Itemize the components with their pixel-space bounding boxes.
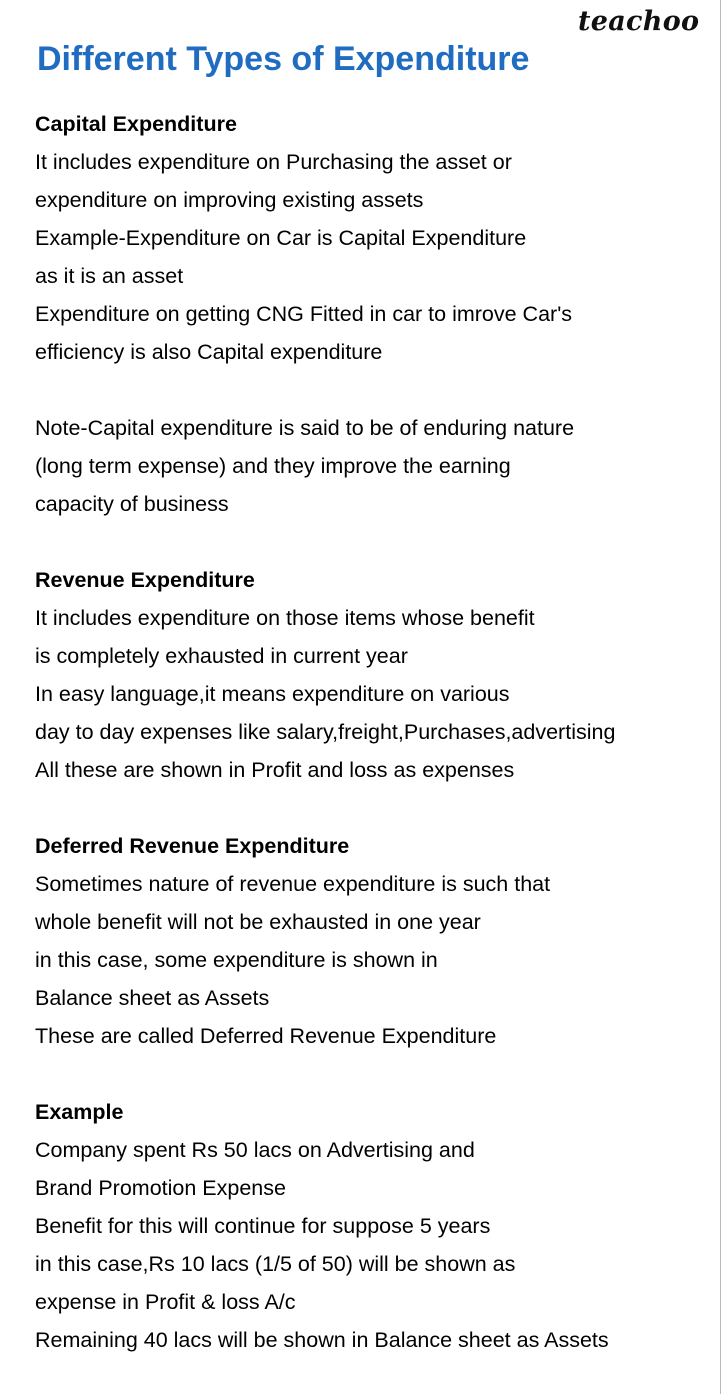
text-line: It includes expenditure on Purchasing the asset or [35, 150, 512, 174]
text-line: expense in Profit & loss A/c [35, 1290, 296, 1314]
text-line: as it is an asset [35, 264, 184, 288]
section-example [35, 1093, 711, 1359]
teachoo-logo: teachoo [578, 6, 700, 37]
text-line: Sometimes nature of revenue expenditure is such that [35, 872, 551, 896]
text-line: Example-Expenditure on Car is Capital Expenditure [35, 226, 527, 250]
text-line: Note-Capital expenditure is said to be of enduring nature [35, 416, 575, 440]
text-line: In easy language,it means expenditure on various [35, 682, 510, 706]
text-line: is completely exhausted in current year [35, 644, 408, 668]
text-line: in this case, some expenditure is shown in [35, 948, 438, 972]
section-capital-expenditure [35, 105, 711, 371]
section-heading: Example [35, 1100, 124, 1124]
text-line: Expenditure on getting CNG Fitted in car to imrove Car's [35, 302, 573, 326]
section-heading: Deferred Revenue Expenditure [35, 834, 350, 858]
text-line: day to day expenses like salary,freight,Purchases,advertising [35, 720, 616, 744]
text-line: capacity of business [35, 492, 229, 516]
text-line: It includes expenditure on those items whose benefit [35, 606, 535, 630]
text-line: These are called Deferred Revenue Expenditure [35, 1024, 497, 1048]
text-line: Brand Promotion Expense [35, 1176, 286, 1200]
text-line: efficiency is also Capital expenditure [35, 340, 383, 364]
text-line: whole benefit will not be exhausted in one year [35, 910, 481, 934]
text-line: Company spent Rs 50 lacs on Advertising and [35, 1138, 475, 1162]
text-line: in this case,Rs 10 lacs (1/5 of 50) will be shown as [35, 1252, 516, 1276]
page-title: Different Types of Expenditure [37, 40, 530, 78]
document-body [35, 105, 711, 1397]
section-capital-note [35, 409, 711, 523]
text-line: Balance sheet as Assets [35, 986, 270, 1010]
text-line: All these are shown in Profit and loss as expenses [35, 758, 515, 782]
text-line: Benefit for this will continue for suppose 5 years [35, 1214, 491, 1238]
section-deferred-revenue-expenditure [35, 827, 711, 1055]
text-line: expenditure on improving existing assets [35, 188, 424, 212]
section-revenue-expenditure [35, 561, 711, 789]
section-heading: Revenue Expenditure [35, 568, 255, 592]
text-line: (long term expense) and they improve the earning [35, 454, 511, 478]
text-line: Remaining 40 lacs will be shown in Balance sheet as Assets [35, 1328, 609, 1352]
section-heading: Capital Expenditure [35, 112, 237, 136]
